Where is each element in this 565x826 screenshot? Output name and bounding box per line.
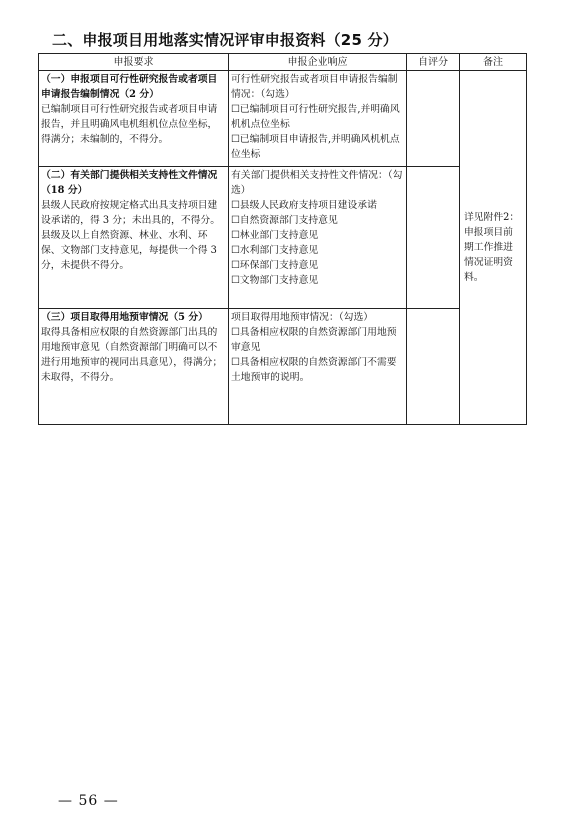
response-cell xyxy=(229,309,407,425)
response-checkbox-option[interactable]: ☐已编制项目可行性研究报告,并明确风机机点位坐标 xyxy=(231,104,400,130)
response-checkbox-option[interactable]: ☐已编制项目申请报告,并明确风机机点位坐标 xyxy=(231,134,400,160)
self-score-cell[interactable] xyxy=(407,71,460,167)
header-response: 申报企业响应 xyxy=(229,54,407,71)
remark-cell xyxy=(460,71,527,425)
section-heading: 二、申报项目用地落实情况评审申报资料（25 分） xyxy=(52,31,398,49)
header-self-score: 自评分 xyxy=(407,54,460,71)
response-cell xyxy=(229,167,407,309)
self-score-cell[interactable] xyxy=(407,167,460,309)
table-row xyxy=(39,71,527,167)
header-remark: 备注 xyxy=(460,54,527,71)
response-line: 有关部门提供相关支持性文件情况：（勾选） xyxy=(231,170,403,196)
requirement-body: 县级人民政府按规定格式出具支持项目建设承诺的，得 3 分；未出具的，不得分。县级及以上自然资源、林业、水利、环保、文物部门支持意见，每提供一个得 3 分，未提供不得分。 xyxy=(41,200,221,271)
response-checkbox-option[interactable]: ☐具备相应权限的自然资源部门用地预审意见 xyxy=(231,327,397,353)
requirement-title: （三）项目取得用地预审情况（5 分） xyxy=(41,312,208,323)
response-checkbox-option[interactable]: ☐水利部门支持意见 xyxy=(231,245,319,256)
response-line: 可行性研究报告或者项目申请报告编制情况：（勾选） xyxy=(231,74,398,100)
requirement-body: 取得具备相应权限的自然资源部门出具的用地预审意见（自然资源部门明确可以不进行用地预审的视同出具意见），得满分；未取得，不得分。 xyxy=(41,327,223,383)
remark-text: 详见附件2：申报项目前期工作推进情况证明资料。 xyxy=(464,212,520,283)
response-checkbox-option[interactable]: ☐自然资源部门支持意见 xyxy=(231,215,338,226)
response-checkbox-option[interactable]: ☐环保部门支持意见 xyxy=(231,260,319,271)
response-checkbox-option[interactable]: ☐县级人民政府支持项目建设承诺 xyxy=(231,200,377,211)
requirement-cell xyxy=(39,71,229,167)
requirement-cell xyxy=(39,167,229,309)
header-requirement: 申报要求 xyxy=(39,54,229,71)
self-score-cell[interactable] xyxy=(407,309,460,425)
table-row xyxy=(39,167,527,309)
requirement-title: （一）申报项目可行性研究报告或者项目申请报告编制情况（2 分） xyxy=(41,74,218,100)
table-row xyxy=(39,309,527,425)
response-line: 项目取得用地预审情况：（勾选） xyxy=(231,312,374,323)
page-number: — 56 — xyxy=(58,793,119,809)
response-checkbox-option[interactable]: ☐具备相应权限的自然资源部门不需要土地预审的说明。 xyxy=(231,357,397,383)
response-cell xyxy=(229,71,407,167)
response-checkbox-option[interactable]: ☐文物部门支持意见 xyxy=(231,275,319,286)
requirement-cell xyxy=(39,309,229,425)
requirement-title: （二）有关部门提供相关支持性文件情况（18 分） xyxy=(41,170,218,196)
requirement-body: 已编制项目可行性研究报告或者项目申请报告，并且明确风电机组机位点位坐标，得满分；未编制的，不得分。 xyxy=(41,104,218,145)
table-header-row xyxy=(39,54,527,71)
response-checkbox-option[interactable]: ☐林业部门支持意见 xyxy=(231,230,319,241)
evaluation-table xyxy=(38,53,527,425)
